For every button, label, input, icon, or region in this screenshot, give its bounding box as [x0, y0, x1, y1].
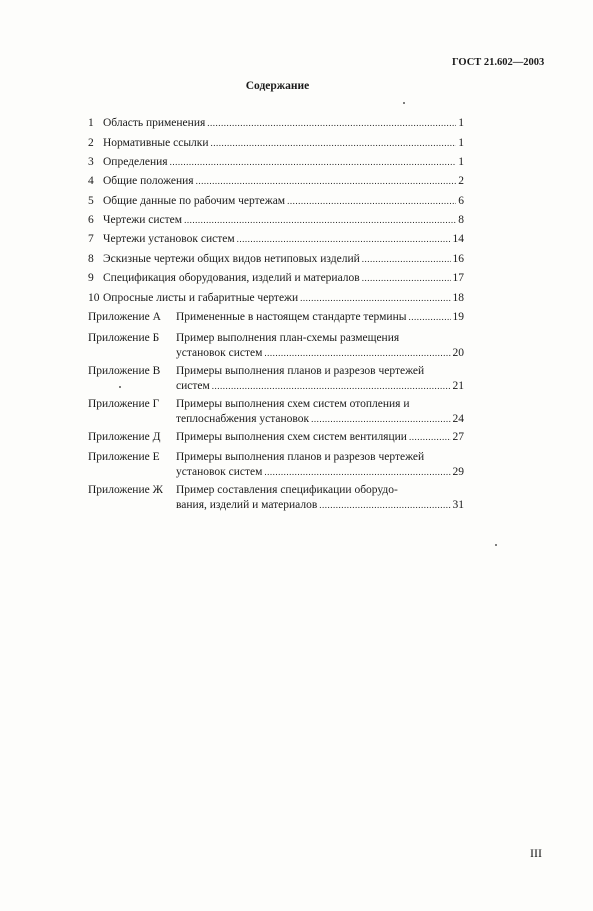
- dot-leader: [300, 291, 450, 306]
- toc-entry-title: Нормативные ссылки: [103, 137, 209, 149]
- dot-leader: [264, 346, 450, 361]
- toc-entry-title: теплоснабжения установок: [176, 413, 310, 425]
- toc-entry-title: Примеры выполнения схем систем вентиляции: [176, 431, 407, 443]
- toc-page-number: 21: [452, 380, 464, 392]
- toc-entry-number: 7: [88, 233, 94, 245]
- toc-entry-number: Приложение Ж: [88, 484, 163, 496]
- toc-entry-title: Общие положения: [103, 175, 194, 187]
- toc-entry-title: установок систем: [176, 347, 263, 359]
- scan-speck: [119, 386, 121, 388]
- toc-page-number: 1: [458, 137, 464, 149]
- toc-page-number: 6: [458, 195, 464, 207]
- toc-entry-title: Чертежи установок систем: [103, 233, 235, 245]
- toc-page-number: 20: [452, 347, 464, 359]
- toc-entry-title: Общие данные по рабочим чертежам: [103, 195, 286, 207]
- toc-page-number: 1: [458, 117, 464, 129]
- toc-entry-title: Примеры выполнения схем систем отопления и: [176, 398, 410, 410]
- toc-entry-number: 5: [88, 195, 94, 207]
- document-code: ГОСТ 21.602—2003: [452, 57, 545, 68]
- toc-entry-number: 9: [88, 272, 94, 284]
- toc-entry-title: Чертежи систем: [103, 214, 183, 226]
- dot-leader: [207, 116, 456, 131]
- toc-entry-number: 6: [88, 214, 94, 226]
- toc-entry-title: вания, изделий и материалов: [176, 499, 318, 511]
- dot-leader: [408, 310, 450, 325]
- toc-entry-number: Приложение Г: [88, 398, 160, 410]
- toc-entry-number: Приложение Б: [88, 332, 160, 344]
- dot-leader: [237, 232, 451, 247]
- toc-entry-number: 3: [88, 156, 94, 168]
- dot-leader: [319, 498, 450, 513]
- toc-entry-title: Определения: [103, 156, 168, 168]
- toc-entry-title: Опросные листы и габаритные чертежи: [103, 292, 299, 304]
- toc-page-number: 16: [452, 253, 464, 265]
- toc-entry-number: Приложение Д: [88, 431, 161, 443]
- toc-entry-number: 2: [88, 137, 94, 149]
- toc-page-number: 1: [458, 156, 464, 168]
- page-number: III: [530, 846, 542, 860]
- toc-page-number: 17: [452, 272, 464, 284]
- toc-entry-number: 8: [88, 253, 94, 265]
- toc-page-number: 14: [452, 233, 464, 245]
- dot-leader: [170, 155, 457, 170]
- toc-page-number: 27: [452, 431, 464, 443]
- toc-page-number: 2: [458, 175, 464, 187]
- dot-leader: [264, 465, 450, 480]
- toc-entry-number: Приложение Е: [88, 451, 160, 463]
- toc-entry-title: систем: [176, 380, 210, 392]
- toc-entry-title: Область применения: [103, 117, 206, 129]
- toc-page-number: 31: [452, 499, 464, 511]
- dot-leader: [311, 412, 450, 427]
- toc-entry-number: Приложение А: [88, 311, 161, 323]
- dot-leader: [211, 136, 457, 151]
- dot-leader: [196, 174, 457, 189]
- toc-entry-number: 10: [88, 292, 100, 304]
- dot-leader: [362, 271, 451, 286]
- toc-entry-number: 4: [88, 175, 94, 187]
- toc-entry-title: Эскизные чертежи общих видов нетиповых изделий: [103, 253, 360, 265]
- toc-entry-number: Приложение В: [88, 365, 161, 377]
- toc-entry-title: установок систем: [176, 466, 263, 478]
- dot-leader: [184, 213, 456, 228]
- toc-page-number: 8: [458, 214, 464, 226]
- dot-leader: [409, 430, 451, 445]
- toc-page-number: 19: [452, 311, 464, 323]
- toc-entry-title: Примеры выполнения планов и разрезов чертежей: [176, 365, 425, 377]
- toc-entry-title: Пример составления спецификации оборудо-: [176, 484, 398, 496]
- toc-entry-title: Примеры выполнения планов и разрезов чертежей: [176, 451, 425, 463]
- toc-page-number: 24: [452, 413, 464, 425]
- toc-entry-title: Спецификация оборудования, изделий и материалов: [103, 272, 360, 284]
- toc-page-number: 29: [452, 466, 464, 478]
- scan-speck: [403, 102, 405, 104]
- toc-title: Содержание: [245, 80, 310, 92]
- toc-entry-number: 1: [88, 117, 94, 129]
- toc-page-number: 18: [452, 292, 464, 304]
- dot-leader: [362, 252, 451, 267]
- dot-leader: [212, 379, 451, 394]
- toc-entry-title: Примененные в настоящем стандарте термины: [176, 311, 407, 323]
- toc-entry-title: Пример выполнения план-схемы размещения: [176, 332, 400, 344]
- scan-speck: [495, 544, 497, 546]
- dot-leader: [287, 194, 456, 209]
